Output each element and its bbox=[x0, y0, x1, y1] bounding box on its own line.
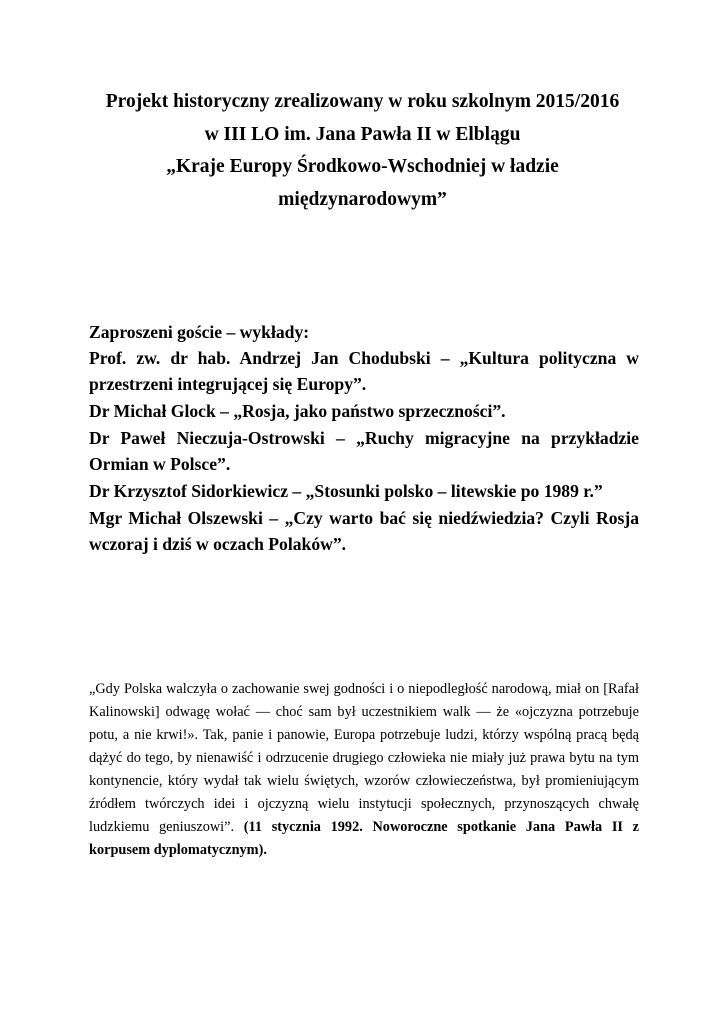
guest-lecture-item: Mgr Michał Olszewski – „Czy warto bać się niedźwiedzia? Czyli Rosja wczoraj i dziś w oczach Polaków”. bbox=[89, 508, 639, 554]
title-line-3: „Kraje Europy Środkowo-Wschodniej w ładzie bbox=[166, 156, 559, 177]
quote-paragraph bbox=[89, 678, 639, 862]
guest-lecture-item: Dr Krzysztof Sidorkiewicz – „Stosunki polsko – litewskie po 1989 r.” bbox=[89, 481, 603, 501]
quote-text: „Gdy Polska walczyła o zachowanie swej godności i o niepodległość narodową, miał on [Rafał Kalinowski] odwagę wołać — choć sam był uczestnikiem walk — że «ojczyzna potrzebuje potu, a nie krwi!». Tak, panie i panowie, Europa potrzebuje ludzi, którzy wspólną pracą będą dążyć do tego, by nienawiść i odrzucenie drugiego człowieka nie miały już prawa bytu na tym kontynencie, który wydał tak wielu świętych, wzorów człowieczeństwa, był promieniującym źródłem twórczych idei i ojczyzną wielu instytucji społecznych, przynoszących chwałę ludzkiemu geniuszowi”. bbox=[89, 681, 639, 835]
title-line-4: międzynarodowym” bbox=[278, 188, 447, 210]
page-title bbox=[60, 86, 665, 216]
quote-source: (11 stycznia 1992. Noworoczne spotkanie Jana Pawła II z korpusem dyplomatycznym). bbox=[89, 819, 640, 858]
title-line-2: w III LO im. Jana Pawła II w Elblągu bbox=[204, 123, 521, 145]
guests-header: Zaproszeni goście – wykłady: bbox=[89, 322, 310, 342]
title-line-1: Projekt historyczny zrealizowany w roku szkolnym 2015/2016 bbox=[105, 91, 620, 112]
guest-lecture-item: Dr Paweł Nieczuja-Ostrowski – „Ruchy migracyjne na przykładzie Ormian w Polsce”. bbox=[89, 428, 639, 474]
guest-lecture-item: Dr Michał Glock – „Rosja, jako państwo sprzeczności”. bbox=[89, 401, 506, 421]
guest-lecture-item: Prof. zw. dr hab. Andrzej Jan Chodubski – „Kultura polityczna w przestrzeni integrującej się Europy”. bbox=[89, 348, 639, 394]
guest-lectures-section bbox=[89, 319, 639, 558]
